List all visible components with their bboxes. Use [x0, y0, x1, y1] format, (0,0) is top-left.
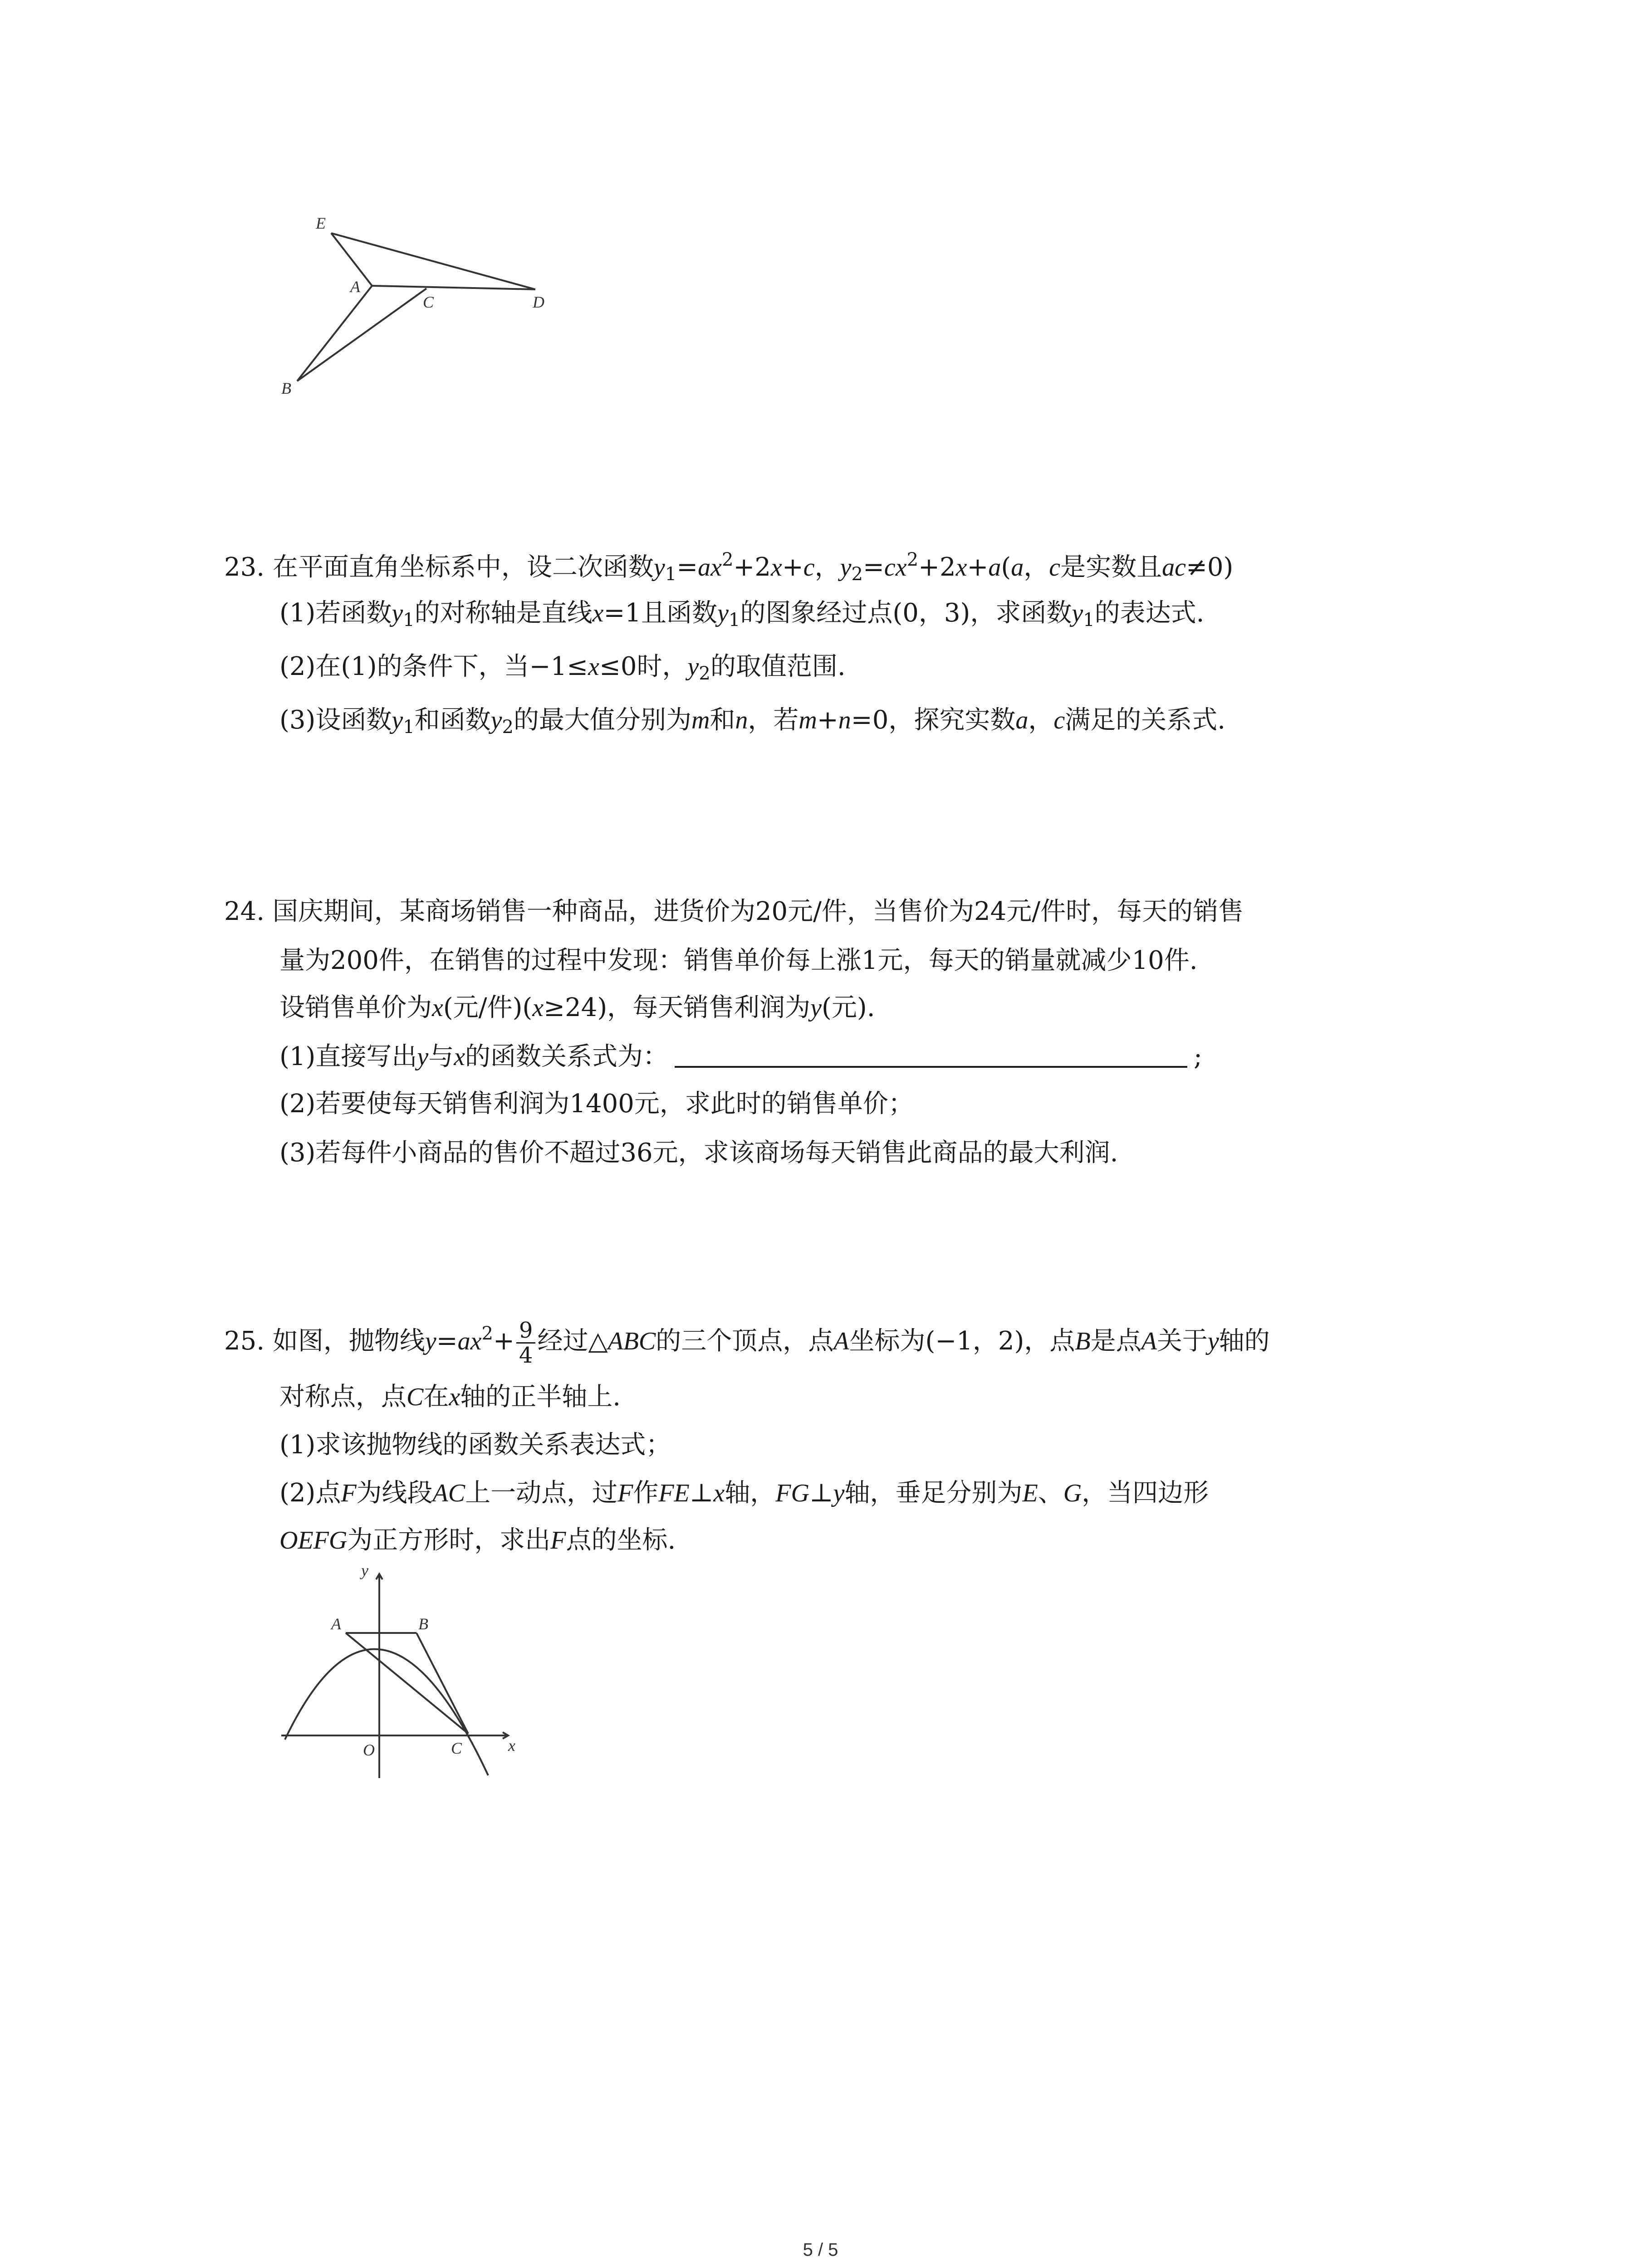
label-B: B	[418, 1615, 428, 1633]
q25-part-3: OEFG为正方形时，求出F点的坐标.	[279, 1525, 676, 1555]
segment-AD	[372, 286, 535, 289]
q25-part-2: (2)点F为线段AC上一动点，过F作FE⊥x轴，FG⊥y轴，垂足分别为E、G，当四边形	[279, 1478, 1209, 1508]
label-E: E	[316, 214, 326, 232]
q25-number: 25.	[224, 1326, 265, 1356]
q23-part-3: (3)设函数$y_1$和函数$y_2$的最大值分别为m和n，若m+n=0，探究实数a，c满足的关系式.	[279, 705, 1226, 738]
page-number: 5 / 5	[803, 2240, 838, 2260]
fraction-nine-quarters: $\frac{9}{4}$	[516, 1319, 536, 1367]
label-O: O	[363, 1741, 375, 1759]
segment-BC	[416, 1633, 468, 1734]
q24-part-1: (1)直接写出y与x的函数关系式为： ;	[279, 1042, 1202, 1071]
q25-part-1: (1)求该抛物线的函数关系表达式；	[279, 1430, 671, 1460]
q23-part-1: (1)若函数$y_1$的对称轴是直线x=1且函数$y_1$的图象经过点(0，3)，求函数$y_1$的表达式.	[279, 598, 1205, 631]
segment-AC	[346, 1633, 468, 1734]
label-A: A	[331, 1615, 341, 1633]
label-C: C	[423, 293, 434, 311]
q23-part-2: (2)在(1)的条件下，当−1≤x≤0时，$y_2$的取值范围.	[279, 652, 846, 684]
segment-ED	[331, 233, 535, 289]
segment-AB	[297, 286, 372, 381]
q24-part-3: (3)若每件小商品的售价不超过36元，求该商场每天销售此商品的最大利润.	[279, 1138, 1118, 1168]
parabola-figure-25	[272, 1560, 526, 1787]
label-x: x	[508, 1736, 515, 1755]
segment-BC	[297, 288, 426, 381]
q25-line-2: 对称点，点C在x轴的正半轴上.	[279, 1382, 621, 1412]
q23-stem: 23. 在平面直角坐标系中，设二次函数$y_1=ax^2+2x+c$，$y_2=cx^2+2x+a(a$，c是实数且ac≠0)	[224, 549, 1234, 585]
q24-line-1: 24. 国庆期间，某商场销售一种商品，进货价为20元/件，当售价为24元/件时，每天的销售	[224, 897, 1244, 926]
q24-part-2: (2)若要使每天销售利润为1400元，求此时的销售单价；	[279, 1089, 914, 1119]
label-A: A	[350, 278, 360, 296]
q24-line-3: 设销售单价为x(元/件)(x≥24)，每天销售利润为y(元).	[279, 993, 875, 1022]
label-y: y	[361, 1561, 368, 1579]
q25-line-1: 25. 如图，抛物线$y=ax^2+$ $\frac{9}{4}$ 经过△ABC的三个顶点，点A坐标为(−1，2)，点B是点A关于y轴的	[224, 1318, 1270, 1368]
q24-line-2: 量为200件，在销售的过程中发现：销售单价每上涨1元，每天的销量就减少10件.	[279, 946, 1198, 975]
label-C: C	[451, 1739, 462, 1757]
geometry-figure-22	[272, 213, 572, 404]
label-B: B	[281, 379, 291, 397]
label-D: D	[533, 293, 544, 311]
q24-number: 24.	[224, 897, 265, 926]
answer-blank[interactable]	[675, 1045, 1187, 1068]
q23-number: 23.	[224, 552, 265, 582]
